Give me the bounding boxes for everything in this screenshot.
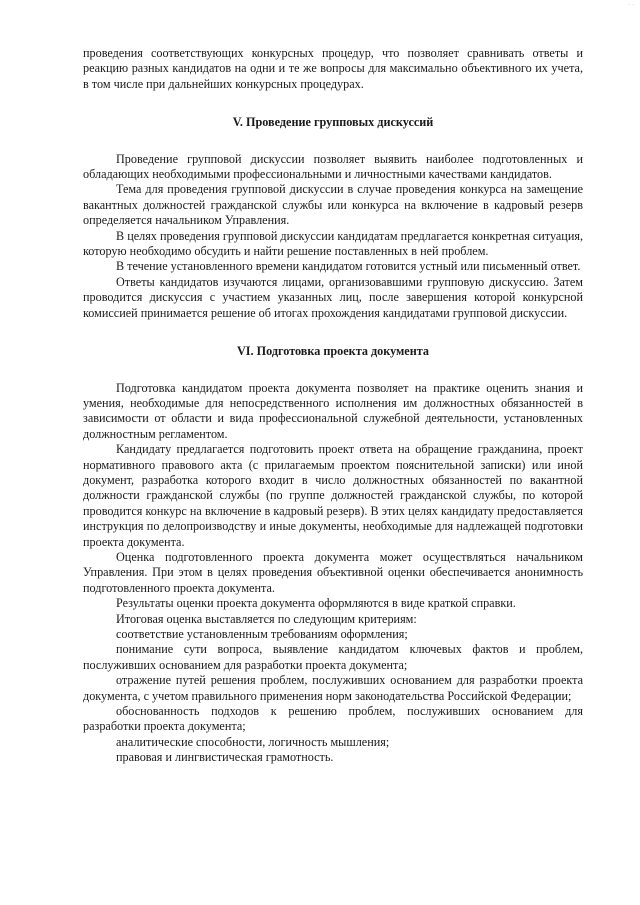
section-6-paragraph: Результаты оценки проекта документа оформляются в виде краткой справки. xyxy=(116,596,516,611)
section-5-paragraph: Проведение групповой дискуссии позволяет выявить наиболее подготовленных и обладающих необходимыми профессиональными и личностными качествами кандидатов. xyxy=(83,151,583,182)
criteria-item: аналитические способности, логичность мышления; xyxy=(116,734,390,749)
criteria-item: понимание сути вопроса, выявление кандидатом ключевых фактов и проблем, послуживших основанием для разработки проекта документа; xyxy=(83,642,583,672)
section-5-paragraph: В течение установленного времени кандидатом готовится устный или письменный ответ. xyxy=(116,259,581,274)
section-6-title: VI. Подготовка проекта документа xyxy=(237,344,429,359)
document-body xyxy=(83,46,583,766)
section-5-paragraph: Ответы кандидатов изучаются лицами, организовавшими групповую дискуссию. Затем проводится дискуссия с участием указанных лиц, после завершения которой конкурсной комиссией принимается решение об итогах прохождения кандидатами групповой дискуссии. xyxy=(83,274,583,320)
criteria-item: соответствие установленным требованиям оформления; xyxy=(116,627,408,641)
section-6-paragraph: Итоговая оценка выставляется по следующим критериям: xyxy=(116,611,417,626)
section-6-paragraph: Кандидату предлагается подготовить проект ответа на обращение гражданина, проект нормативного правового акта (с прилагаемым проектом пояснительной записки) или иной документ, разработка которого входит в число должностных обязанностей по вакантной должности гражданской службы (по группе должностей гражданской службы, по которой проводится конкурс на включение в кадровый резерв). В этих целях кандидату предоставляется инструкция по делопроизводству и иные документы, необходимые для надлежащей подготовки проекта документа. xyxy=(83,442,583,549)
intro-paragraph: проведения соответствующих конкурсных процедур, что позволяет сравнивать ответы и реакцию разных кандидатов на одни и те же вопросы для максимально объективного их учета, в том числе при дальнейших конкурсных процедурах. xyxy=(83,46,583,91)
section-6-paragraph: Оценка подготовленного проекта документа может осуществляться начальником Управления. При этом в целях проведения объективной оценки обеспечивается анонимность подготовленного проекта документа. xyxy=(83,549,583,595)
criteria-item: правовая и лингвистическая грамотность. xyxy=(116,750,334,765)
section-5-title: V. Проведение групповых дискуссий xyxy=(232,115,434,130)
criteria-item: обоснованность подходов к решению проблем, послуживших основанием для разработки проекта документа; xyxy=(83,704,583,734)
criteria-item: отражение путей решения проблем, послуживших основанием для разработки проекта документа, с учетом правильного применения норм законодательства Российской Федерации; xyxy=(83,673,583,703)
section-5-paragraph: В целях проведения групповой дискуссии кандидатам предлагается конкретная ситуация, которую необходимо обсудить и найти решение поставленных в ней проблем. xyxy=(83,228,583,259)
scan-mark: · · xyxy=(628,2,634,9)
section-6-paragraph: Подготовка кандидатом проекта документа позволяет на практике оценить знания и умения, необходимые для непосредственного исполнения им должностных обязанностей в зависимости от области и вида профессиональной служебной деятельности, установленных должностным регламентом. xyxy=(83,380,583,441)
section-5-paragraph: Тема для проведения групповой дискуссии в случае проведения конкурса на замещение вакантных должностей гражданской службы или конкурса на включение в кадровый резерв определяется начальником Управления. xyxy=(83,182,583,228)
